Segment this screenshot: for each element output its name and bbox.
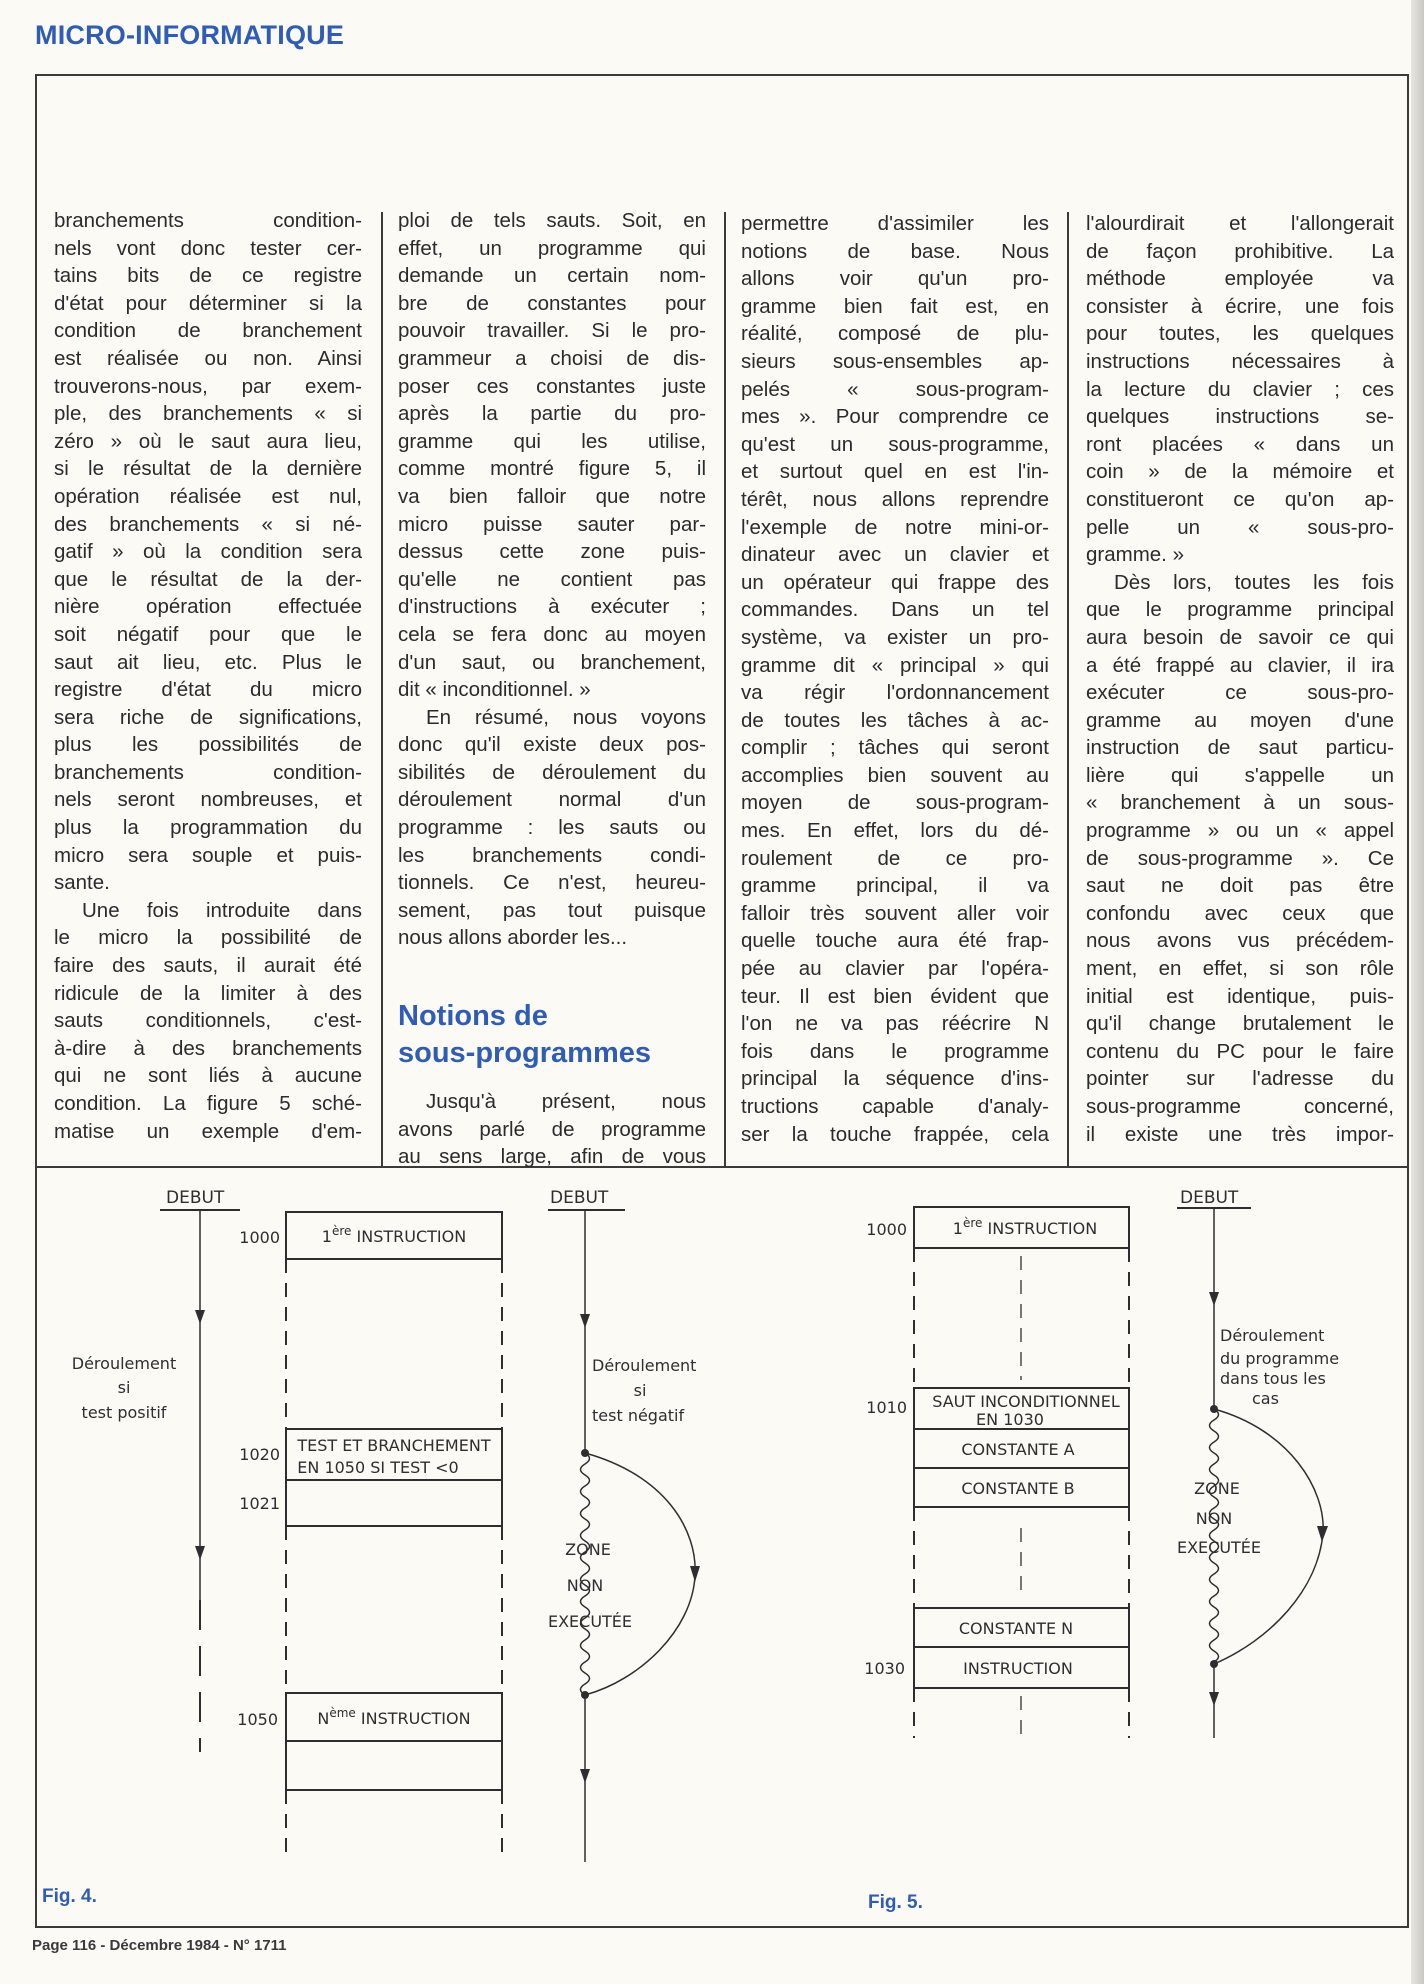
text-line: aura besoin de savoir ce qui [1086, 625, 1394, 649]
cell-test-branch: TEST ET BRANCHEMENT [297, 1436, 491, 1455]
text-line: Jusqu'à présent, nous [426, 1090, 706, 1114]
fig4-left-caption: si [117, 1378, 131, 1397]
text-line: condition de branchement [54, 319, 362, 343]
fig4-right-caption: si [633, 1381, 647, 1400]
text-line: des branchements « si né- [54, 512, 362, 536]
text-line: gatif » où la condition sera [54, 540, 362, 564]
text-line: quelques instructions se- [1086, 405, 1394, 429]
cell-first-instruction: 1ère INSTRUCTION [952, 1216, 1098, 1238]
text-line: pour toutes, les quelques [1086, 322, 1394, 346]
text-line: coin » de la mémoire et [1086, 460, 1394, 484]
text-line: plus la programmation du [54, 816, 362, 840]
text-line: pouvoir travailler. Si le pro- [398, 319, 706, 343]
text-line: Une fois introduite dans [82, 898, 362, 922]
text-line: faire des sauts, il aurait été [54, 954, 362, 978]
text-line: effet, un programme qui [398, 236, 706, 260]
column-rule [1067, 212, 1069, 1166]
text-line: exécuter ce sous-pro- [1086, 681, 1394, 705]
text-line: pelle un « sous-pro- [1086, 515, 1394, 539]
text-line: ple, des branchements « si [54, 402, 362, 426]
text-line: dinateur avec un clavier et [741, 543, 1049, 567]
text-line: instruction de saut particu- [1086, 736, 1394, 760]
fig4-left-caption: Déroulement [71, 1354, 177, 1373]
text-line: sous-programme concerné, [1086, 1095, 1394, 1118]
text-line: programme » ou un « appel [1086, 819, 1394, 843]
text-line: donc qu'il existe deux pos- [398, 733, 706, 757]
text-line: En résumé, nous voyons [426, 705, 706, 729]
text-line: roulement de ce pro- [741, 846, 1049, 870]
text-line: gramme dit « principal » qui [741, 653, 1049, 677]
text-line: d'un saut, ou branchement, [398, 650, 706, 674]
column-rule [724, 212, 726, 1166]
text-line: un opérateur qui frappe des [741, 570, 1049, 594]
text-line: teur. Il est bien évident que [741, 984, 1049, 1008]
zone-label: ZONE [1194, 1479, 1240, 1498]
text-line: commandes. Dans un tel [741, 598, 1049, 622]
text-line: Dès lors, toutes les fois [1114, 570, 1394, 594]
text-line: d'état pour déterminer si la [54, 291, 362, 315]
fig5-start: DEBUT [1180, 1188, 1239, 1208]
text-line: micro sera souple et puis- [54, 843, 362, 867]
text-line: moyen de sous-program- [741, 791, 1049, 815]
text-line: initial est identique, puis- [1086, 984, 1394, 1008]
text-line: ment, en effet, si son rôle [1086, 957, 1394, 981]
paragraph [398, 207, 706, 704]
text-line: après la partie du pro- [398, 402, 706, 426]
cell-constant-n: CONSTANTE N [958, 1619, 1074, 1638]
text-line: va bien falloir que notre [398, 484, 706, 508]
text-line: gramme. » [1086, 543, 1184, 567]
text-line: nels seront nombreuses, et [54, 788, 362, 812]
text-line: branchements condition- [54, 760, 362, 784]
fig4-start-right: DEBUT [550, 1188, 609, 1208]
text-line: térêt, nous allons reprendre [741, 487, 1049, 511]
text-line: complir ; tâches qui seront [741, 736, 1049, 760]
text-line: tains bits de ce registre [54, 264, 362, 288]
text-line: trouverons-nous, par exem- [54, 374, 362, 398]
text-line: nous avons vus précédem- [1086, 929, 1394, 953]
text-line: gramme bien fait est, en [741, 294, 1049, 318]
text-line: micro puisse sauter par- [398, 512, 706, 536]
text-line: nels vont donc tester cer- [54, 236, 362, 260]
text-line: ser la touche frappée, cela [741, 1122, 1049, 1146]
text-line: lière qui s'appelle un [1086, 763, 1394, 787]
text-line: sera riche de significations, [54, 705, 362, 729]
text-line: registre d'état du micro [54, 678, 362, 702]
text-line: réalité, composé de plu- [741, 322, 1049, 346]
text-line: sement, pas tout puisque [398, 898, 706, 922]
cell-constant-a: CONSTANTE A [961, 1440, 1075, 1459]
text-line: nière opération effectuée [54, 595, 362, 619]
address: 1000 [239, 1228, 280, 1247]
text-line: qui ne sont liés à aucune [54, 1064, 362, 1088]
text-line: dessus cette zone puis- [398, 540, 706, 564]
text-line: que le résultat de la der- [54, 567, 362, 591]
text-line: permettre d'assimiler les [741, 212, 1049, 235]
text-line: nous allons aborder les... [398, 926, 628, 950]
text-line: à-dire à des branchements [54, 1036, 362, 1060]
text-column-1 [54, 207, 362, 1145]
zone-label: ZONE [565, 1540, 611, 1559]
fig5-caption: dans tous les [1220, 1369, 1326, 1388]
figure-divider [35, 1166, 1409, 1168]
paragraph [741, 210, 1049, 1148]
page-footer: Page 116 - Décembre 1984 - N° 1711 [32, 1937, 287, 1954]
text-line: système, va exister un pro- [741, 625, 1049, 649]
text-line: branchements condition- [54, 209, 362, 232]
subheading-line: sous-programmes [398, 1037, 652, 1070]
text-line: qu'il change brutalement le [1086, 1012, 1394, 1036]
text-line: soit négatif pour que le [54, 622, 362, 646]
text-line: opération réalisée est nul, [54, 484, 362, 508]
cell-unconditional-jump: EN 1030 [976, 1410, 1044, 1429]
text-line: au sens large, afin de vous [398, 1145, 706, 1169]
column-rule [381, 212, 383, 1166]
paragraph [1086, 210, 1394, 569]
text-line: zéro » où le saut aura lieu, [54, 429, 362, 453]
text-line: confondu avec ceux que [1086, 901, 1394, 925]
text-line: il existe une très impor- [1086, 1122, 1394, 1146]
text-line: sibilités de déroulement du [398, 760, 706, 784]
text-line: saut ne doit pas être [1086, 874, 1394, 898]
address: 1000 [866, 1220, 907, 1239]
figure-4-label: Fig. 4. [42, 1886, 97, 1907]
text-line: et surtout quel en est l'in- [741, 460, 1049, 484]
text-line: plus les possibilités de [54, 733, 362, 757]
text-line: consister à écrire, une fois [1086, 294, 1394, 318]
text-line: avons parlé de programme [398, 1117, 706, 1141]
text-line: « branchement à un sous- [1086, 791, 1394, 815]
text-line: fois dans le programme [741, 1039, 1049, 1063]
text-line: de façon prohibitive. La [1086, 239, 1394, 263]
text-line: tionnels. Ce n'est, heureu- [398, 871, 706, 895]
address: 1020 [239, 1445, 280, 1464]
address: 1030 [864, 1659, 905, 1678]
subheading [398, 998, 706, 1072]
text-line: principal la séquence d'ins- [741, 1067, 1049, 1091]
text-line: l'on ne va pas réécrire N [741, 1012, 1049, 1036]
cell-instruction: INSTRUCTION [963, 1659, 1073, 1678]
text-line: si le résultat de la dernière [54, 457, 362, 481]
section-title: MICRO-INFORMATIQUE [35, 20, 345, 50]
zone-label: NON [566, 1576, 604, 1595]
text-line: falloir très souvent aller voir [741, 901, 1049, 925]
text-line: a été frappé au clavier, il ira [1086, 653, 1394, 677]
text-line: quelle touche aura été frap- [741, 929, 1049, 953]
subheading-line: Notions de [398, 1000, 548, 1033]
text-line: bre de constantes pour [398, 291, 706, 315]
fig4-start-left: DEBUT [166, 1188, 225, 1208]
address: 1010 [866, 1398, 907, 1417]
text-line: pée au clavier par l'opéra- [741, 957, 1049, 981]
address: 1021 [239, 1494, 280, 1513]
address: 1050 [237, 1710, 278, 1729]
cell-unconditional-jump: SAUT INCONDITIONNEL [932, 1392, 1120, 1411]
text-line: pelés « sous-program- [741, 377, 1049, 401]
text-line: cela se fera donc au moyen [398, 622, 706, 646]
text-line: l'alourdirait et l'allongerait [1086, 212, 1394, 235]
text-line: déroulement normal d'un [398, 788, 706, 812]
paragraph [54, 897, 362, 1145]
text-line: d'instructions à exécuter ; [398, 595, 706, 619]
text-line: gramme au moyen d'une [1086, 708, 1394, 732]
text-line: sante. [54, 871, 110, 895]
fig4-left-caption: test positif [81, 1403, 167, 1422]
text-line: ridicule de la limiter à des [54, 981, 362, 1005]
paragraph [398, 704, 706, 952]
text-line: de sous-programme ». Ce [1086, 846, 1394, 870]
cell-constant-b: CONSTANTE B [961, 1479, 1075, 1498]
text-line: accomplies bien souvent au [741, 763, 1049, 787]
text-line: qu'elle ne contient pas [398, 567, 706, 591]
text-line: comme montré figure 5, il [398, 457, 706, 481]
text-line: constitueront ce qu'on ap- [1086, 487, 1394, 511]
paragraph [398, 1088, 706, 1171]
text-line: la lecture du clavier ; ces [1086, 377, 1394, 401]
cell-test-branch: EN 1050 SI TEST <0 [297, 1458, 459, 1477]
paragraph [1086, 569, 1394, 1148]
text-line: qu'est un sous-programme, [741, 432, 1049, 456]
text-line: de toutes les tâches à ac- [741, 708, 1049, 732]
zone-label: EXECUTÉE [1176, 1538, 1262, 1557]
page-edge-shadow [1411, 0, 1424, 1984]
fig5-caption: Déroulement [1220, 1326, 1325, 1345]
text-column-3 [741, 210, 1049, 1148]
text-line: notions de base. Nous [741, 239, 1049, 263]
zone-label: EXECUTÉE [547, 1612, 633, 1631]
text-line: les branchements condi- [398, 843, 706, 867]
cell-nth-instruction: $N^{ème}$ INSTRUCTION [317, 1706, 471, 1728]
paragraph [54, 207, 362, 897]
text-line: saut ait lieu, etc. Plus le [54, 650, 362, 674]
text-line: poser ces constantes juste [398, 374, 706, 398]
text-line: pointer sur l'adresse du [1086, 1067, 1394, 1091]
text-line: allons voir qu'un pro- [741, 267, 1049, 291]
text-line: ront placées « dans un [1086, 432, 1394, 456]
fig4-right-caption: Déroulement [592, 1356, 697, 1375]
text-line: gramme qui les utilise, [398, 429, 706, 453]
text-line: matise un exemple d'em- [54, 1119, 362, 1143]
text-line: ploi de tels sauts. Soit, en [398, 209, 706, 232]
text-line: programme : les sauts ou [398, 816, 706, 840]
fig5-caption: du programme [1220, 1349, 1340, 1368]
text-line: gramme principal, il va [741, 874, 1049, 898]
text-line: va régir l'ordonnancement [741, 681, 1049, 705]
text-line: l'exemple de notre mini-or- [741, 515, 1049, 539]
fig5-caption: cas [1252, 1389, 1279, 1408]
text-line: sieurs sous-ensembles ap- [741, 349, 1049, 373]
text-column-4 [1086, 210, 1394, 1148]
text-line: mes ». Pour comprendre ce [741, 405, 1049, 429]
cell-first-instruction: 1ère INSTRUCTION [321, 1224, 467, 1246]
zone-label: NON [1195, 1509, 1233, 1528]
text-line: est réalisée ou non. Ainsi [54, 346, 362, 370]
figure-5-label: Fig. 5. [868, 1892, 923, 1913]
text-line: mes. En effet, lors du dé- [741, 819, 1049, 843]
text-column-2 [398, 207, 706, 1171]
text-line: contenu du PC pour le faire [1086, 1039, 1394, 1063]
text-line: grammeur a choisi de dis- [398, 346, 706, 370]
text-line: instructions nécessaires à [1086, 349, 1394, 373]
text-line: dit « inconditionnel. » [398, 678, 591, 702]
text-line: condition. La figure 5 sché- [54, 1092, 362, 1115]
text-line: sauts conditionnels, c'est- [54, 1009, 362, 1033]
text-line: méthode employée va [1086, 267, 1394, 291]
text-line: que le programme principal [1086, 598, 1394, 622]
fig4-right-caption: test négatif [592, 1406, 685, 1425]
text-line: le micro la possibilité de [54, 926, 362, 950]
text-line: tructions capable d'analy- [741, 1095, 1049, 1118]
text-line: demande un certain nom- [398, 264, 706, 288]
